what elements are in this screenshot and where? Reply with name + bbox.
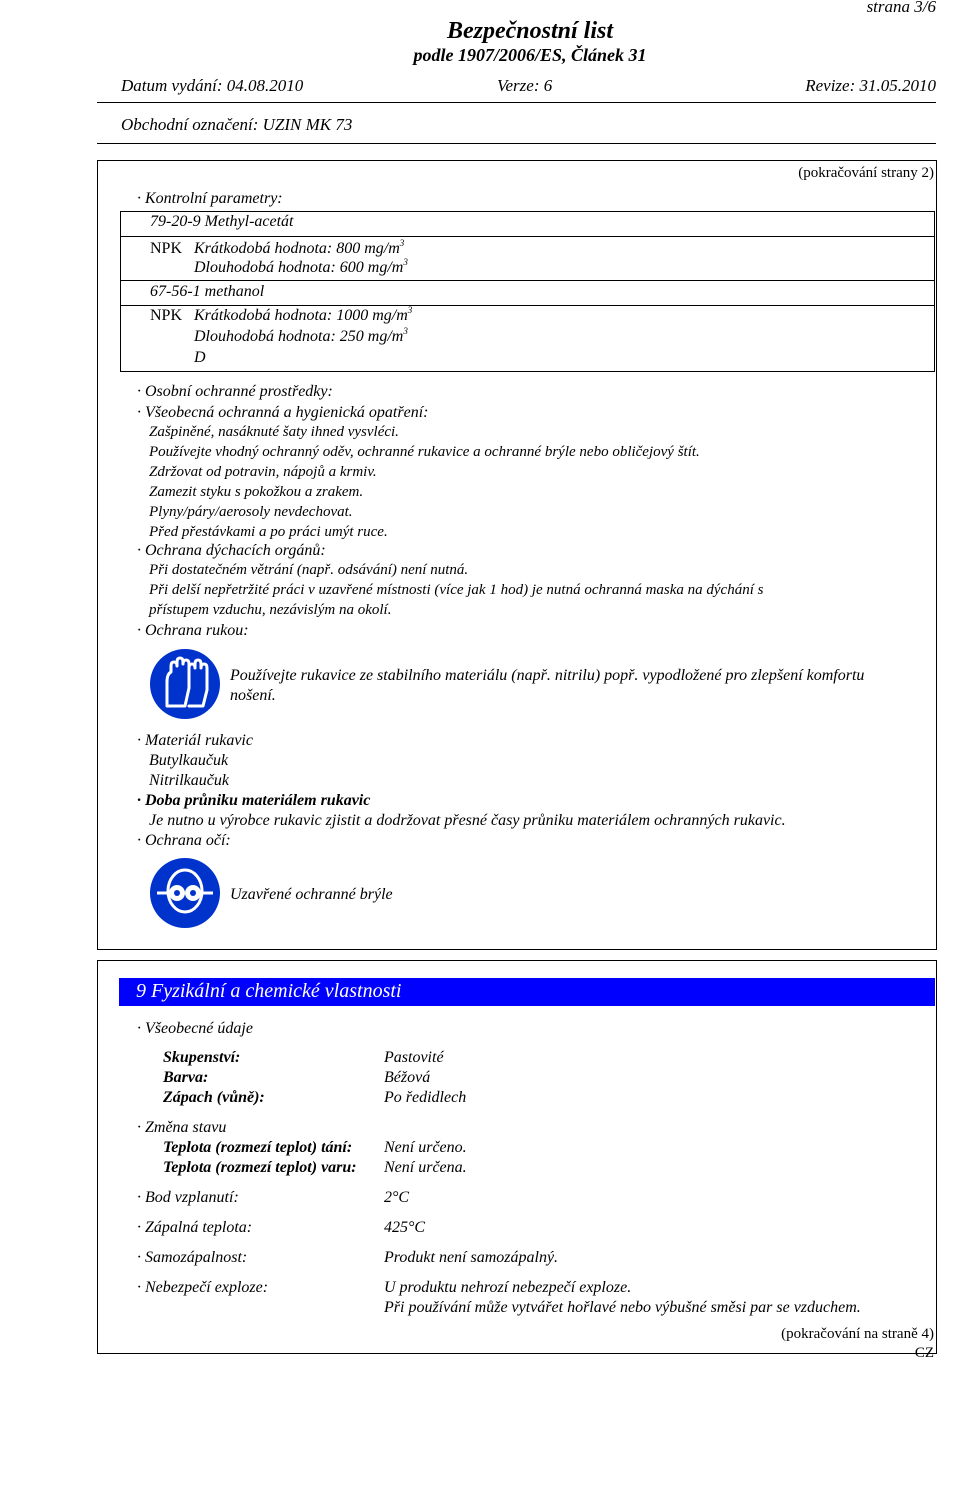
language-code: CZ	[914, 1345, 934, 1361]
continued-from: (pokračování strany 2)	[798, 165, 934, 181]
eye-text: Uzavřené ochranné brýle	[230, 886, 393, 903]
breakthrough-label: · Doba průniku materiálem rukavic	[137, 792, 371, 809]
header-divider-2	[97, 143, 936, 144]
breakthrough-text: Je nutno u výrobce rukavic zjistit a dodržovat přesné časy průniku materiálem ochranných rukavic.	[149, 812, 786, 829]
control-params-label: · Kontrolní parametry:	[137, 190, 283, 207]
self-ignition-label: · Samozápalnost:	[137, 1249, 248, 1266]
ignition-value: 425°C	[384, 1219, 426, 1236]
hand-text-1: Používejte rukavice ze stabilního materiálu (např. nitrilu) popř. vypodložené pro zlepšení komfortu	[230, 667, 865, 684]
self-ignition-value: Produkt není samozápalný.	[384, 1249, 559, 1266]
substance-2-name: 67-56-1 methanol	[150, 283, 265, 300]
state-prop-value: Není určena.	[384, 1159, 467, 1176]
substance-1-name: 79-20-9 Methyl-acetát	[150, 213, 294, 230]
version: Verze: 6	[497, 76, 553, 95]
prop-value: Po ředidlech	[384, 1089, 467, 1106]
hygiene-line: Zašpiněné, nasáknuté šaty ihned vysvléci.	[149, 424, 399, 440]
respiratory-label: · Ochrana dýchacích orgánů:	[137, 542, 326, 559]
respiratory-line: Při delší nepřetržité práci v uzavřené místnosti (více jak 1 hod) je nutná ochranná maska na dýchání s	[149, 582, 764, 598]
hygiene-line: Používejte vhodný ochranný oděv, ochranné rukavice a ochranné brýle nebo obličejový štít.	[149, 444, 700, 460]
prop-value: Béžová	[384, 1069, 431, 1086]
revision-date: Revize: 31.05.2010	[805, 76, 936, 95]
substance-2-short: Krátkodobá hodnota: 1000 $mg/m^3$	[194, 305, 413, 324]
explosion-value-2: Při používání může vytvářet hořlavé nebo výbušné směsi par se vzduchem.	[384, 1299, 861, 1316]
section-9-title: 9 Fyzikální a chemické vlastnosti	[136, 980, 402, 1002]
trade-name: Obchodní označení: UZIN MK 73	[121, 115, 353, 134]
hygiene-line: Plyny/páry/aerosoly nevdechovat.	[149, 504, 353, 520]
prop-label: Zápach (vůně):	[163, 1089, 265, 1106]
substance-1-long: Dlouhodobá hodnota: 600 $mg/m^3$	[194, 257, 408, 276]
substance-2-type: NPK	[150, 307, 183, 324]
state-prop-value: Není určeno.	[384, 1139, 467, 1156]
issue-date: Datum vydání: 04.08.2010	[121, 76, 304, 95]
continued-on: (pokračování na straně 4)	[781, 1326, 934, 1342]
document-title: Bezpečnostní list	[446, 18, 614, 44]
hygiene-line: Zdržovat od potravin, nápojů a krmiv.	[149, 464, 377, 480]
glove-material-label: · Materiál rukavic	[137, 732, 253, 749]
ignition-label: · Zápalná teplota:	[137, 1219, 253, 1236]
ppe-label: · Osobní ochranné prostředky:	[137, 383, 333, 400]
substance-1-type: NPK	[150, 240, 183, 257]
substance-2-note: D	[194, 349, 206, 366]
explosion-value-1: U produktu nehrozí nebezpečí exploze.	[384, 1279, 632, 1296]
prop-label: Skupenství:	[163, 1049, 241, 1066]
flash-value: 2°C	[384, 1189, 410, 1206]
general-label: · Všeobecné údaje	[137, 1020, 253, 1037]
flash-label: · Bod vzplanutí:	[137, 1189, 239, 1206]
hand-text-2: nošení.	[230, 687, 276, 704]
respiratory-line: přístupem vzduchu, nezávislým na okolí.	[149, 602, 392, 618]
hygiene-label: · Všeobecná ochranná a hygienická opatření:	[137, 404, 429, 421]
respiratory-line: Při dostatečném větrání (např. odsávání) není nutná.	[149, 562, 469, 578]
substance-2-long: Dlouhodobá hodnota: 250 $mg/m^3$	[194, 326, 408, 345]
document-subtitle: podle 1907/2006/ES, Článek 31	[413, 45, 647, 65]
substance-1-short: Krátkodobá hodnota: 800 $mg/m^3$	[194, 238, 405, 257]
glove-material: Butylkaučuk	[149, 752, 229, 769]
hygiene-line: Před přestávkami a po práci umýt ruce.	[149, 524, 388, 540]
glove-material: Nitrilkaučuk	[149, 772, 229, 789]
prop-value: Pastovité	[384, 1049, 444, 1066]
prop-label: Barva:	[163, 1069, 209, 1086]
state-prop-label: Teplota (rozmezí teplot) tání:	[163, 1139, 353, 1156]
goggles-icon	[149, 857, 221, 929]
hand-label: · Ochrana rukou:	[137, 622, 249, 639]
explosion-label: · Nebezpečí exploze:	[137, 1279, 269, 1296]
page-number: strana 3/6	[866, 0, 936, 16]
eye-label: · Ochrana očí:	[137, 832, 231, 849]
hygiene-line: Zamezit styku s pokožkou a zrakem.	[149, 484, 364, 500]
gloves-icon	[149, 648, 221, 720]
header-divider	[97, 102, 936, 103]
state-change-label: · Změna stavu	[137, 1119, 227, 1136]
state-prop-label: Teplota (rozmezí teplot) varu:	[163, 1159, 357, 1176]
